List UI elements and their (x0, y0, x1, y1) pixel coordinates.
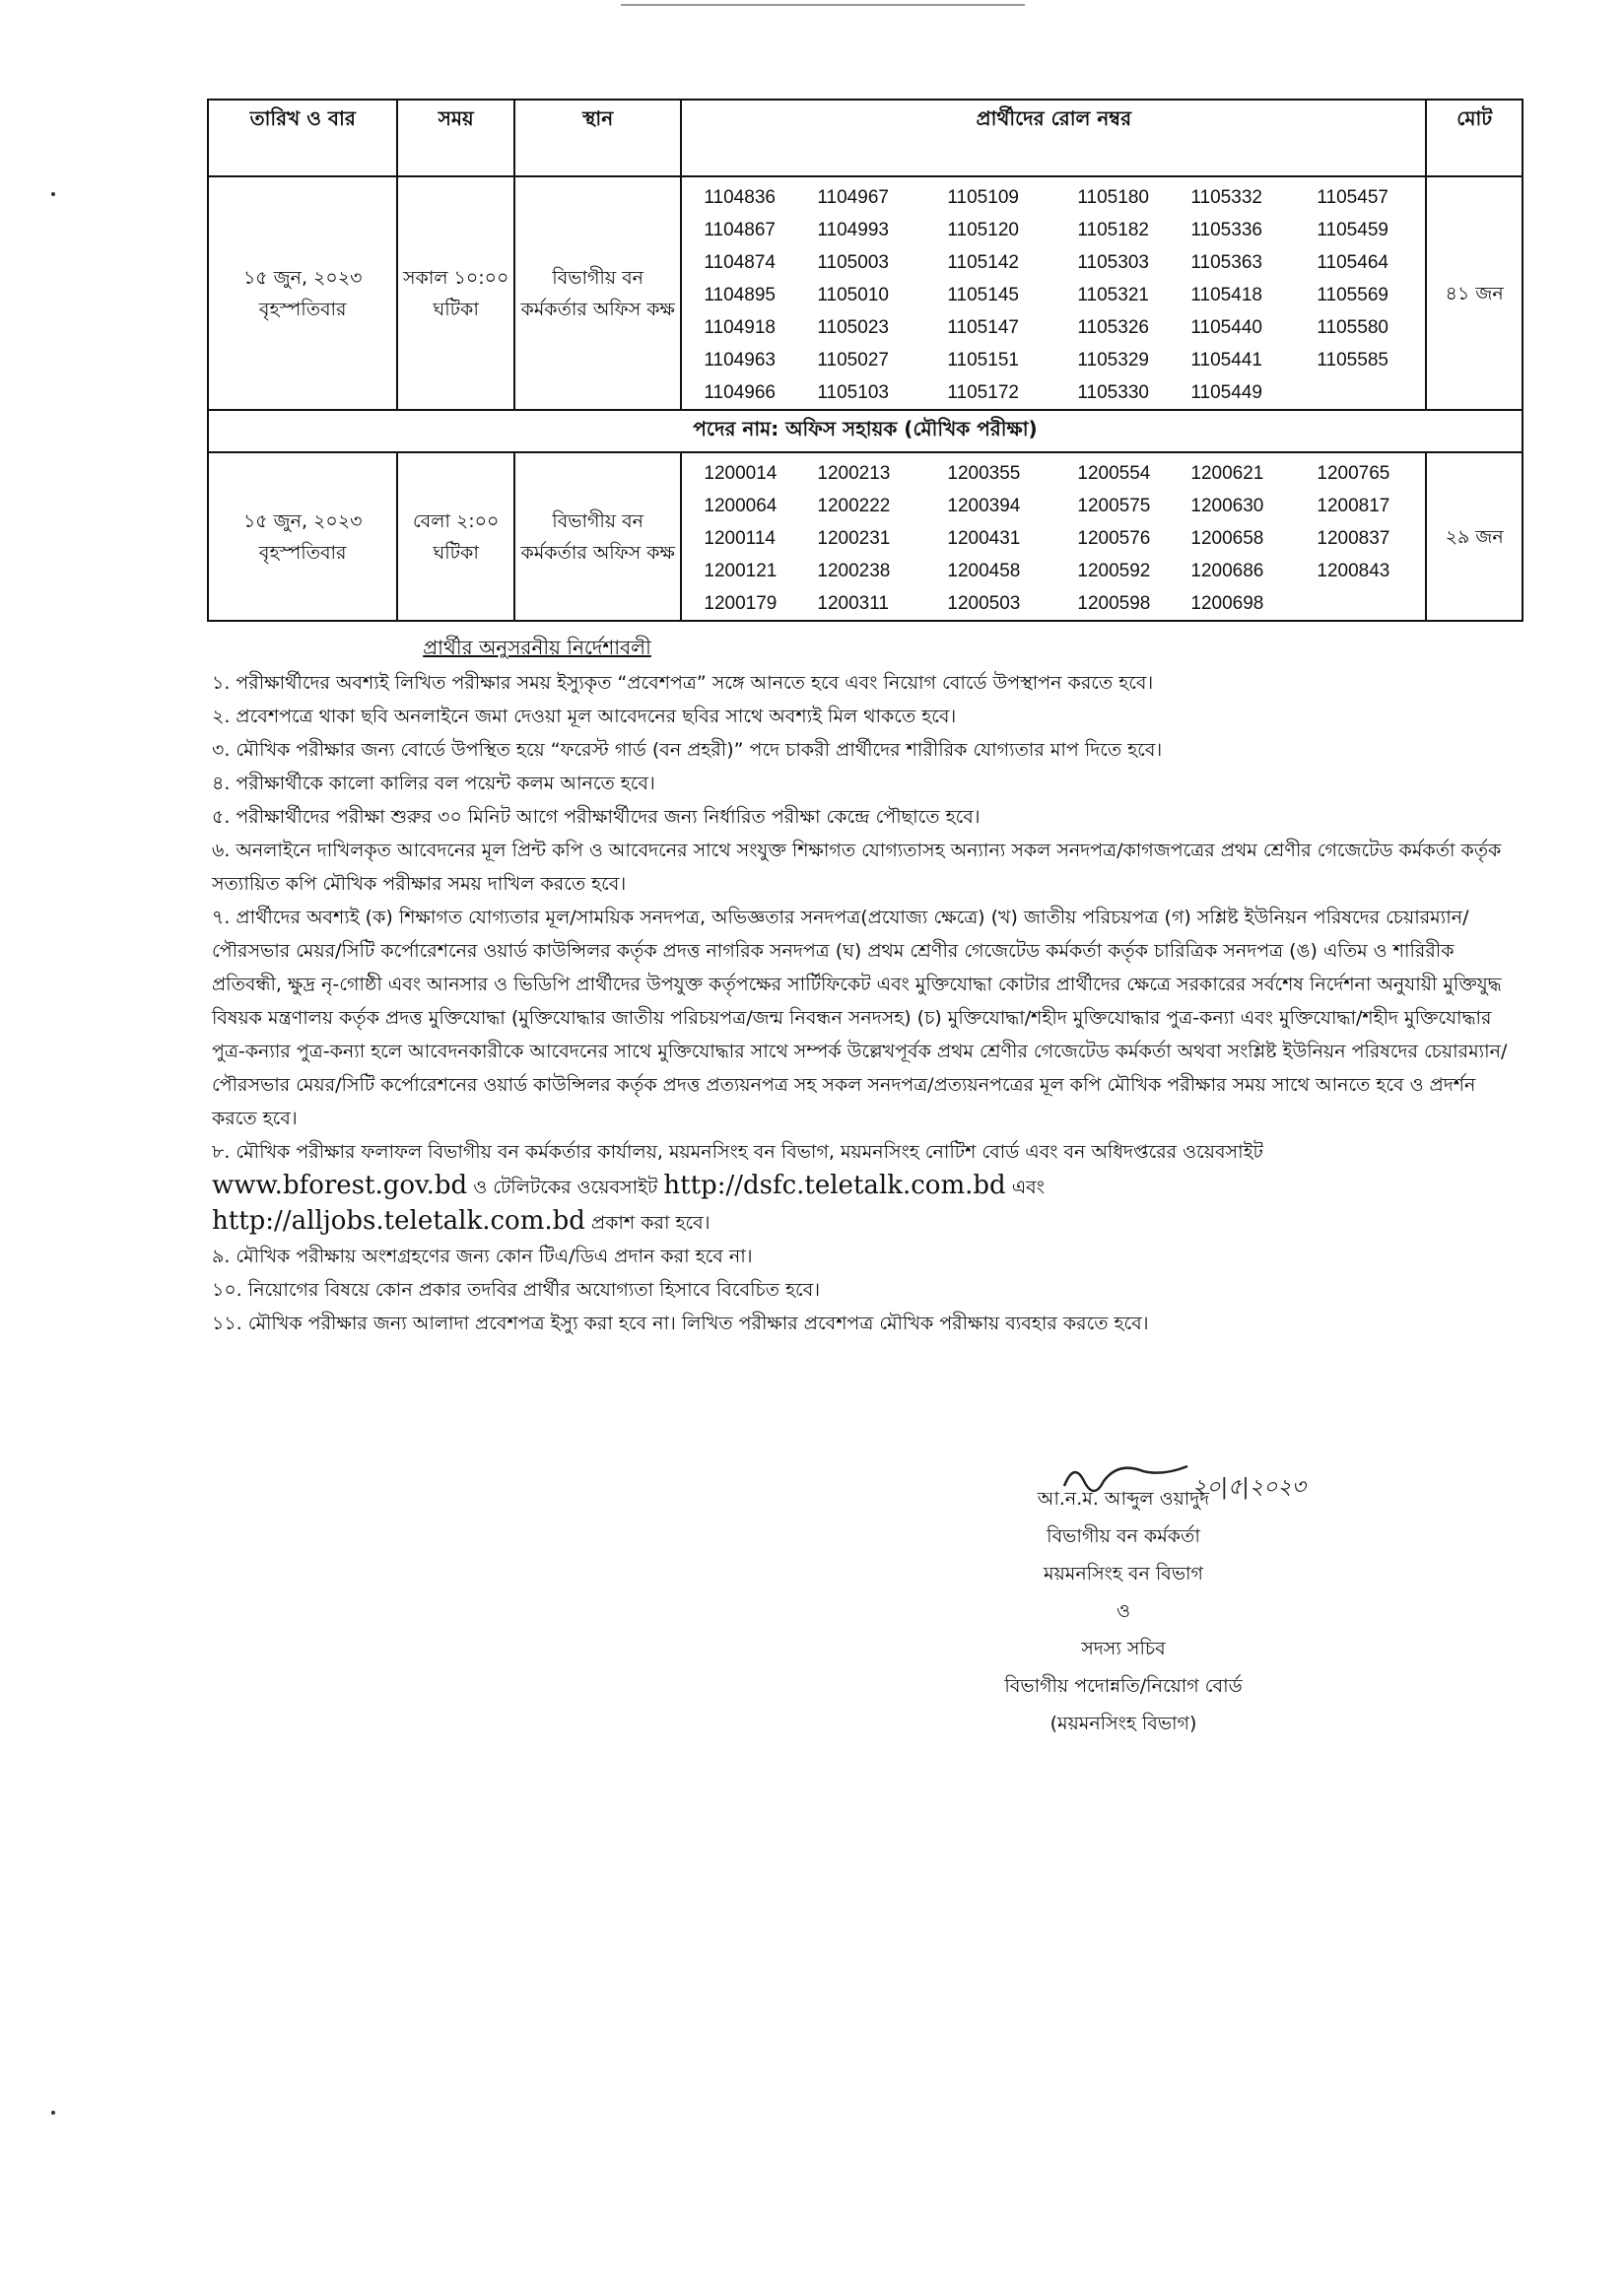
roll-number: 1200817 (1317, 496, 1390, 516)
signature-block (916, 1458, 1330, 1742)
svg-text:২০|৫|২০২৩: ২০|৫|২০২৩ (1192, 1475, 1306, 1500)
row-place: বিভাগীয় বন কর্মকর্তার অফিস কক্ষ (514, 176, 681, 410)
row-time: সকাল ১০:০০ ঘটিকা (397, 176, 514, 410)
roll-list (682, 453, 1425, 620)
alljobs-link[interactable]: http://alljobs.teletalk.com.bd (212, 1206, 585, 1236)
roll-number: 1105010 (817, 285, 889, 305)
roll-number: 1105569 (1317, 285, 1388, 305)
table-row (208, 452, 1522, 621)
table-header-row (208, 100, 1522, 176)
roll-number: 1200554 (1077, 463, 1151, 484)
signatory-name: আ.ন.ম. আব্দুল ওয়াদুদ (1037, 1488, 1210, 1510)
roll-number: 1105330 (1077, 382, 1149, 403)
section-title: পদের নাম: অফিস সহায়ক (মৌখিক পরীক্ষা) (208, 410, 1522, 452)
roll-number: 1105464 (1317, 252, 1388, 273)
roll-number: 1105580 (1317, 317, 1388, 338)
header-total: মোট (1426, 100, 1522, 176)
roll-number: 1200843 (1317, 561, 1390, 581)
roll-number: 1200621 (1190, 463, 1264, 484)
row-date: ১৫ জুন, ২০২৩ বৃহস্পতিবার (208, 452, 397, 621)
row-place: বিভাগীয় বন কর্মকর্তার অফিস কক্ষ (514, 452, 681, 621)
roll-number: 1104918 (704, 317, 776, 338)
roll-number: 1105103 (817, 382, 889, 403)
roll-number: 1104993 (817, 220, 889, 240)
header-date: তারিখ ও বার (208, 100, 397, 176)
section-row (208, 410, 1522, 452)
roll-number: 1105147 (947, 317, 1019, 338)
instruction-item: ৯. মৌখিক পরীক্ষায় অংশগ্রহণের জন্য কোন টিএ/ডিএ প্রদান করা হবে না। (212, 1246, 753, 1267)
roll-number: 1105326 (1077, 317, 1149, 338)
item8-text: ৮. মৌখিক পরীক্ষার ফলাফল বিভাগীয় বন কর্মকর্তার কার্যালয়, ময়মনসিংহ বন বিভাগ, ময়মনসিংহ নোটিশ বোর্ড এবং বন অধিদপ্তরের ওয়েবসাইট (212, 1141, 1263, 1163)
roll-number: 1200658 (1190, 528, 1264, 549)
roll-number: 1105332 (1190, 187, 1262, 208)
roll-number: 1104874 (704, 252, 776, 273)
dsfc-link[interactable]: http://dsfc.teletalk.com.bd (663, 1171, 1006, 1200)
signatory-and: ও (1116, 1600, 1130, 1622)
signatory-division: (ময়মনসিংহ বিভাগ) (1049, 1713, 1197, 1734)
roll-number: 1105363 (1190, 252, 1262, 273)
roll-number: 1105145 (947, 285, 1019, 305)
instruction-item: ৭. প্রার্থীদের অবশ্যই (ক) শিক্ষাগত যোগ্যতার মূল/সাময়িক সনদপত্র, অভিজ্ঞতার সনদপত্র(প্রযোজ্য ক্ষেত্রে) (খ) জাতীয় পরিচয়পত্র (গ) সশ্লিষ্ট ইউনিয়ন পরিষদের চেয়ারম্যান/পৌরসভার মেয়র/সিটি কর্পোরেশনের ওয়ার্ড কাউন্সিলর কর্তৃক প্রদত্ত নাগরিক সনদপত্র (ঘ) প্রথম শ্রেণীর গেজেটেড কর্মকর্তা কর্তৃক চারিত্রিক সনদপত্র (ঙ) এতিম ও শারিরীক প্রতিবন্ধী, ক্ষুদ্র নৃ-গোষ্ঠী এবং আনসার ও ভিডিপি প্রার্থীদের উপযুক্ত কর্তৃপক্ষের সার্টিফিকেট এবং মুক্তিযোদ্ধা কোটার প্রার্থীদের ক্ষেত্রে সরকারের সর্বশেষ নির্দেশনা অনুযায়ী মুক্তিযুদ্ধ বিষয়ক মন্ত্রণালয় কর্তৃক প্রদত্ত মুক্তিযোদ্ধা (মুক্তিযোদ্ধার জাতীয় পরিচয়পত্র/জন্ম নিবন্ধন সনদসহ) (চ) মুক্তিযোদ্ধা/শহীদ মুক্তিযোদ্ধার পুত্র-কন্যা এবং মুক্তিযোদ্ধা/শহীদ মুক্তিযোদ্ধার পুত্র-কন্যার পুত্র-কন্যা হলে আবেদনকারীকে আবেদনের সাথে মুক্তিযোদ্ধার সাথে সম্পর্ক উল্লেখপূর্বক প্রথম শ্রেণীর গেজেটেড কর্মকর্তা অথবা সংশ্লিষ্ট ইউনিয়ন পরিষদের চেয়ারম্যান/পৌরসভার মেয়র/সিটি কর্পোরেশনের ওয়ার্ড কাউন্সিলর কর্তৃক প্রদত্ত প্রত্যয়নপত্র সহ সকল সনদপত্র/প্রত্যয়নপত্রের মূল কপি মৌখিক পরীক্ষার সময় সাথে আনতে হবে ও প্রদর্শন করতে হবে। (212, 907, 1508, 1129)
roll-number: 1200064 (704, 496, 778, 516)
roll-number: 1105585 (1317, 350, 1388, 371)
header-place: স্থান (514, 100, 681, 176)
table-row (208, 176, 1522, 410)
roll-number: 1104966 (704, 382, 776, 403)
roll-number: 1105441 (1190, 350, 1262, 371)
roll-number: 1104895 (704, 285, 776, 305)
roll-number: 1200598 (1077, 593, 1151, 614)
roll-number: 1105109 (947, 187, 1019, 208)
scan-dot (51, 192, 55, 196)
roll-number: 1105172 (947, 382, 1019, 403)
instruction-item: ৩. মৌখিক পরীক্ষার জন্য বোর্ডে উপস্থিত হয়ে “ফরেস্ট গার্ড (বন প্রহরী)” পদে চাকরী প্রার্থীদের শারীরিক যোগ্যতার মাপ দিতে হবে। (212, 739, 1163, 761)
roll-number: 1104867 (704, 220, 776, 240)
signatory-title: বিভাগীয় বন কর্মকর্তা (1047, 1525, 1200, 1547)
item8-text: প্রকাশ করা হবে। (584, 1212, 710, 1234)
roll-number: 1200222 (817, 496, 891, 516)
roll-number: 1105027 (817, 350, 889, 371)
roll-number: 1200121 (704, 561, 778, 581)
roll-number: 1200355 (947, 463, 1021, 484)
instruction-item: ৫. পরীক্ষার্থীদের পরীক্ষা শুরুর ৩০ মিনিট আগে পরীক্ষার্থীদের জন্য নির্ধারিত পরীক্ষা কেন্দ্রে পৌছাতে হবে। (212, 806, 981, 828)
row-time: বেলা ২:০০ ঘটিকা (397, 452, 514, 621)
roll-number: 1200311 (817, 593, 889, 614)
roll-number: 1105003 (817, 252, 889, 273)
roll-number: 1105151 (947, 350, 1019, 371)
instructions (212, 631, 1513, 1340)
row-total: ২৯ জন (1426, 452, 1522, 621)
roll-number: 1105418 (1190, 285, 1262, 305)
instructions-title: প্রার্থীর অনুসরনীয় নির্দেশাবলী (423, 636, 651, 659)
instruction-item: ১. পরীক্ষার্থীদের অবশ্যই লিখিত পরীক্ষার সময় ইস্যুকৃত “প্রবেশপত্র” সঙ্গে আনতে হবে এবং নিয়োগ বোর্ডে উপস্থাপন করতে হবে। (212, 672, 1154, 694)
roll-number: 1200238 (817, 561, 891, 581)
roll-number: 1104967 (817, 187, 889, 208)
row-date: ১৫ জুন, ২০২৩ বৃহস্পতিবার (208, 176, 397, 410)
roll-number: 1200837 (1317, 528, 1390, 549)
instruction-list-continued (212, 1240, 1513, 1340)
roll-number: 1105457 (1317, 187, 1388, 208)
roll-number: 1105336 (1190, 220, 1262, 240)
roll-number: 1200458 (947, 561, 1021, 581)
roll-list (682, 177, 1425, 409)
instruction-item: ২. প্রবেশপত্রে থাকা ছবি অনলাইনে জমা দেওয়া মূল আবেদনের ছবির সাথে অবশ্যই মিল থাকতে হবে। (212, 706, 957, 727)
signatory-role: সদস্য সচিব (1081, 1638, 1166, 1659)
signatory-office: ময়মনসিংহ বন বিভাগ (1044, 1563, 1203, 1585)
roll-number: 1105142 (947, 252, 1019, 273)
roll-number: 1105321 (1077, 285, 1149, 305)
instruction-item: ১০. নিয়োগের বিষয়ে কোন প্রকার তদবির প্রার্থীর অযোগ্যতা হিসাবে বিবেচিত হবে। (212, 1279, 821, 1301)
roll-number: 1200576 (1077, 528, 1151, 549)
roll-number: 1105459 (1317, 220, 1388, 240)
bforest-link[interactable]: www.bforest.gov.bd (212, 1171, 468, 1200)
scan-artifact-line (621, 4, 1025, 6)
roll-number: 1105329 (1077, 350, 1149, 371)
instruction-item: ৬. অনলাইনে দাখিলকৃত আবেদনের মূল প্রিন্ট কপি ও আবেদনের সাথে সংযুক্ত শিক্ষাগত যোগ্যতাসহ অন্যান্য সকল সনদপত্র/কাগজপত্রের প্রথম শ্রেণীর গেজেটেড কর্মকর্তা কর্তৃক সত্যায়িত কপি মৌখিক পরীক্ষার সময় দাখিল করতে হবে। (212, 840, 1502, 895)
schedule-table (207, 99, 1523, 622)
header-time: সময় (397, 100, 514, 176)
roll-number: 1104963 (704, 350, 776, 371)
instruction-item-8 (212, 1135, 1513, 1240)
header-rolls: প্রার্থীদের রোল নম্বর (681, 100, 1426, 176)
roll-number: 1105182 (1077, 220, 1149, 240)
roll-number: 1200630 (1190, 496, 1264, 516)
roll-number: 1105120 (947, 220, 1019, 240)
roll-number: 1105440 (1190, 317, 1262, 338)
instruction-item: ১১. মৌখিক পরীক্ষার জন্য আলাদা প্রবেশপত্র ইস্যু করা হবে না। লিখিত পরীক্ষার প্রবেশপত্র মৌখিক পরীক্ষায় ব্যবহার করতে হবে। (212, 1313, 1149, 1334)
roll-number: 1105180 (1077, 187, 1149, 208)
roll-number: 1200575 (1077, 496, 1151, 516)
roll-number: 1105023 (817, 317, 889, 338)
roll-number: 1200213 (817, 463, 891, 484)
roll-number: 1200698 (1190, 593, 1264, 614)
roll-number: 1105449 (1190, 382, 1262, 403)
roll-number: 1200231 (817, 528, 891, 549)
roll-number: 1104836 (704, 187, 776, 208)
instruction-list (212, 666, 1513, 1135)
row-total: ৪১ জন (1426, 176, 1522, 410)
item8-text: ও টেলিটকের ওয়েবসাইট (467, 1177, 664, 1198)
roll-number: 1200431 (947, 528, 1021, 549)
roll-number: 1200179 (704, 593, 778, 614)
roll-number: 1200394 (947, 496, 1021, 516)
roll-number: 1200114 (704, 528, 776, 549)
roll-number: 1200765 (1317, 463, 1390, 484)
instruction-item: ৪. পরীক্ষার্থীকে কালো কালির বল পয়েন্ট কলম আনতে হবে। (212, 773, 655, 794)
roll-number: 1200686 (1190, 561, 1264, 581)
roll-number: 1200503 (947, 593, 1021, 614)
scan-dot (51, 2111, 55, 2115)
roll-number: 1200592 (1077, 561, 1151, 581)
item8-text: এবং (1005, 1177, 1045, 1198)
signatory-board: বিভাগীয় পদোন্নতি/নিয়োগ বোর্ড (1004, 1675, 1243, 1697)
roll-number: 1200014 (704, 463, 778, 484)
roll-number: 1105303 (1077, 252, 1149, 273)
